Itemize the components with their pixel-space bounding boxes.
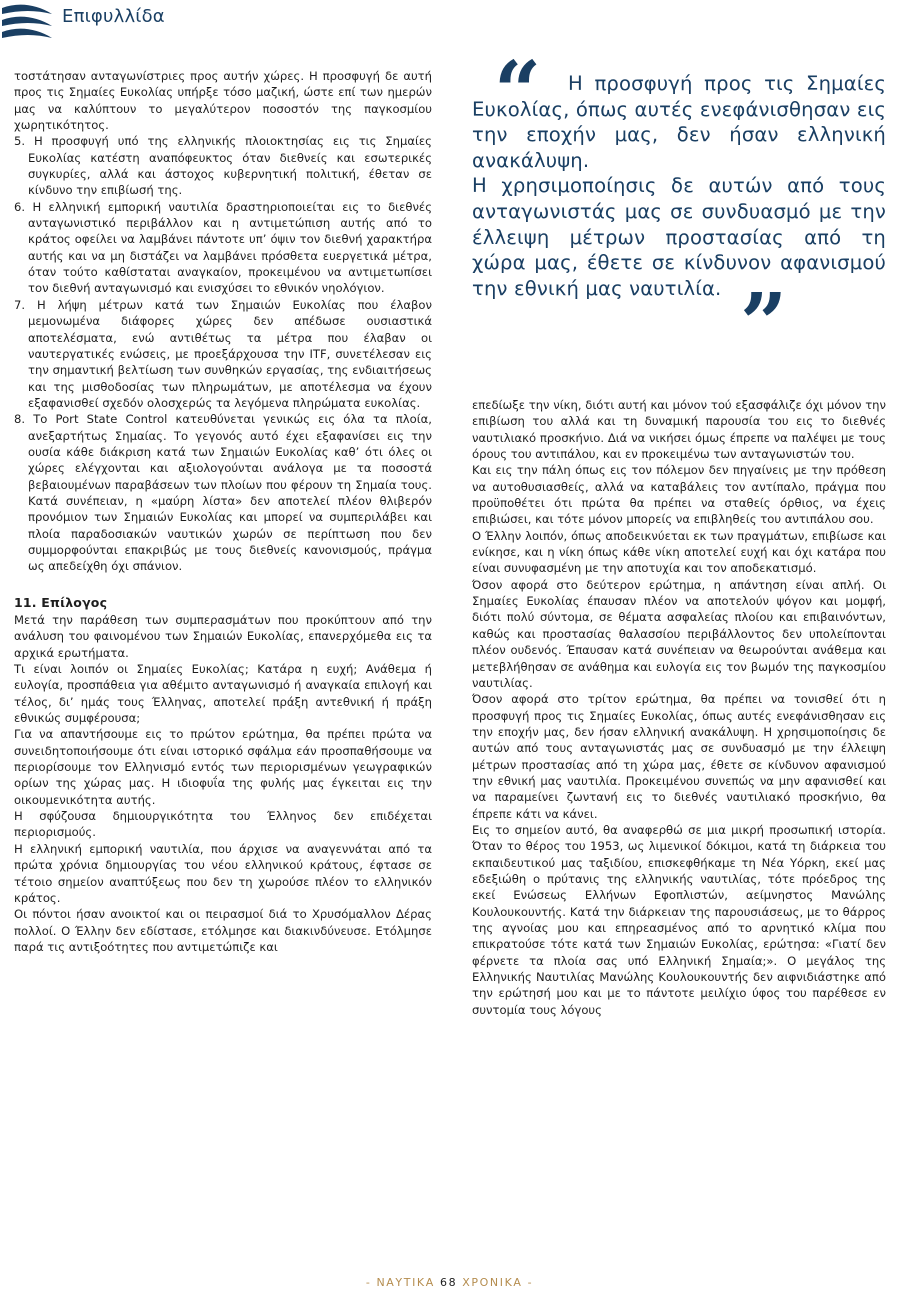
wave-swoosh-icon	[0, 0, 60, 50]
conclusion-item-7: 7. Η λήψη μέτρων κατά των Σημαιών Ευκολίας που έλαβον μεμονωμένα διάφορες χώρες δεν απέδωσε ουσιαστικά αποτελέσματα, ενώ αντιθέτως τα μέτρα που έλαβαν οι ναυτεργατικές ενώσεις, με προεξάρχουσα την ITF, συνετέλεσαν εις την σημαντική βελτίωση των συνθηκών εργασίας, της ενδιαιτήσεως και της μισθοδοσίας των πληρωμάτων, με αποτέλεσμα να έχουν εξαφανισθεί σχεδόν ολοσχερώς τα λεγόμενα πληρώματα ευκολίας.	[14, 297, 432, 410]
conclusion-item-8: 8. Το Port State Control κατευθύνεται γενικώς εις όλα τα πλοία, ανεξαρτήτως Σημαίας. Το γεγονός αυτό έχει εξαφανίσει εις την ουσία κάθε διάκριση κατά των Σημαιών Ευκολίας καθ’ ότι όλες οι χώρες ελέγχονται και αξιολογούνται ανάλογα με τα ποσοστά βεβαιουμένων παραβάσεων των πλοίων που φέρουν τη Σημαία τους. Κατά συνέπειαν, η «μαύρη λίστα» δεν αποτελεί πλέον θλιβερόν προνόμιον των Σημαιών Ευκολίας και μπορεί να συμπεριλάβει και πλοία παραδοσιακών ναυτικών χωρών σε περίπτωση που δεν συμμορφούνται επακριβώς με τους διεθνείς κανονισμούς, πράγμα ως απεδείχθη όχι σπάνιον.	[14, 412, 432, 574]
quote-open-mark: “	[494, 44, 542, 140]
epilogue-paragraph: Τι είναι λοιπόν οι Σημαίες Ευκολίας; Κατάρα η ευχή; Ανάθεμα ή ευλογία, προσπάθεια για αθέμιτο ανταγωνισμό ή αναγκαία επιλογή και τέλος, δι’ ημάς τους Έλληνας, αποτελεί πράξη αντεθνική ή πράξη εθνικώς συμφέρουσα;	[14, 662, 432, 726]
right-column	[472, 397, 886, 1018]
page-number: 68	[439, 1276, 458, 1289]
epilogue-paragraph: Μετά την παράθεση των συμπερασμάτων που προκύπτουν από την ανάλυση του φαινομένου των Σημαιών Ευκολίας, επανερχόμεθα εις τα αρχικά ερωτήματα.	[14, 613, 432, 660]
body-paragraph: Ο Έλλην λοιπόν, όπως αποδεικνύεται εκ των πραγμάτων, επιβίωσε και ενίκησε, και η νίκη όπως κάθε νίκη αποτελεί ευχή και όχι κατάρα που είναι συνυφασμένη με την αποτυχία και τον αποδεκατισμό.	[472, 528, 886, 576]
epilogue-heading: 11. Επίλογος	[14, 594, 108, 610]
footer-right: ΧΡΟΝΙΚΑ -	[462, 1276, 534, 1289]
epilogue-paragraph: Για να απαντήσουμε εις το πρώτον ερώτημα, θα πρέπει πρώτα να συνειδητοποιήσουμε ότι είναι ιστορικό σφάλμα εάν προσπαθήσουμε να περιορίσουμε τον Ελληνισμό εντός των περιορισμένων γεωγραφικών ορίων της χώρας μας. Η ιδιοφυΐα της φυλής μας έγκειται εις την οικουμενικότητα αυτής.	[14, 727, 432, 807]
left-intro: τοστάτησαν ανταγωνίστριες προς αυτήν χώρες. Η προσφυγή δε αυτή προς τις Σημαίες Ευκολίας υπήρξε τόσο μαζική, ώστε επί των ημερών μας να καλύπτουν το μεγαλύτερον ποσοστόν της παγκοσμίου χωρητικότητος.	[14, 69, 432, 133]
pull-quote	[472, 44, 890, 372]
pull-quote-line: Η προσφυγή προς τις Σημαίες Ευκολίας, όπως αυτές ενεφάνισθησαν εις την εποχήν μας, δεν ήσαν ελληνική ανακάλυψη.	[472, 72, 886, 172]
quote-close-mark: ”	[740, 276, 788, 372]
page-footer	[0, 1276, 899, 1289]
conclusion-item-6: 6. Η ελληνική εμπορική ναυτιλία δραστηριοποιείται εις το διεθνές ανταγωνιστικό περιβάλλον και η αντιμετώπιση αυτής από το κράτος οφείλει να λαμβάνει πάντοτε υπ’ όψιν τον διεθνή χαρακτήρα αυτής και να μη διστάζει να λαμβάνει πρόσθετα ευεργετικά μέτρα, όταν τούτο καθίσταται αναγκαίον, προκειμένου να αντιμετωπίσει τον διεθνή ανταγωνισμό και ενισχύσει το εθνικόν νηολόγιον.	[14, 199, 432, 296]
pull-quote-text	[472, 71, 886, 301]
epilogue-paragraph: Η ελληνική εμπορική ναυτιλία, που άρχισε να αναγεννάται από τα πρώτα χρόνια δημιουργίας του νέου ελληνικού κράτους, έφτασε σε τέτοιο σημείον αναπτύξεως που δεν τη χωρούσε πλέον το ελληνικόν κράτος.	[14, 841, 432, 905]
footer-left: - ΝΑΥΤΙΚΑ	[365, 1276, 435, 1289]
section-title: Επιφυλλίδα	[62, 6, 165, 27]
epilogue-paragraph: Η σφύζουσα δημιουργικότητα του Έλληνος δεν επιδέχεται περιορισμούς.	[14, 809, 432, 840]
epilogue-paragraph: Οι πόντοι ήσαν ανοικτοί και οι πειρασμοί διά το Χρυσόμαλλον Δέρας πολλοί. Ο Έλλην δεν εδίστασε, ετόλμησε και διακινδύνευσε. Ετόλμησε παρά τις αντιξοότητες που αντιμετώπιζε και	[14, 907, 432, 954]
body-paragraph: Και εις την πάλη όπως εις τον πόλεμον δεν πηγαίνεις με την πρόθεση να αυτοθυσιασθείς, αλλά να καταβάλεις τον αντίπαλο, πράγμα που προϋποθέτει ότι πρώτα θα πρέπει να σταθείς όρθιος, να έχεις επιβιώσει, και τότε μόνον μπορείς να επιβληθείς του αντιπάλου σου.	[472, 463, 886, 527]
body-paragraph: Όσον αφορά στο τρίτον ερώτημα, θα πρέπει να τονισθεί ότι η προσφυγή προς τις Σημαίες Ευκολίας, όπως αυτές ενεφάνισθησαν εις την εποχήν μας, δεν ήσαν ελληνική ανακάλυψη. Η χρησιμοποίησις δε αυτών από τους ανταγωνιστάς μας σε συνδυασμό με την έλλειψη μέτρων προστασίας από τη χώρα μας, έθετε σε κίνδυνον αφανισμού την εθνική μας ναυτιλία. Προκειμένου συνεπώς να μην αφανισθεί και να παραμείνει ζωντανή εις το διεθνές ναυτιλιακό προσκήνιο, θα έπρεπε κάτι να κάνει.	[472, 692, 886, 821]
conclusion-item-5: 5. Η προσφυγή υπό της ελληνικής πλοιοκτησίας εις τις Σημαίες Ευκολίας κατέστη αναπόφευκτος όταν διεθνείς και εσωτερικές συγκυρίες, αλλά και άστοχος κυβερνητική πολιτική, έθεταν σε κίνδυνο την επιβίωσή της.	[14, 134, 432, 198]
body-paragraph: επεδίωξε την νίκη, διότι αυτή και μόνον τού εξασφάλιζε όχι μόνον την επιβίωση του αλλά και τη δυναμική παρουσία του εις το διεθνές ναυτιλιακό προσκήνιο. Διά να νικήσει όμως έπρεπε να παλέψει με τους όρους του αντιπάλου, και εν προκειμένω των ανταγωνιστών του.	[472, 398, 886, 462]
page-header	[0, 0, 240, 56]
pull-quote-line: Η χρησιμοποίησις δε αυτών από τους ανταγωνιστάς μας σε συνδυασμό με την έλλειψη μέτρων προστασίας από τη χώρα μας, έθετε σε κίνδυνον αφανισμού την εθνική μας ναυτιλία.	[472, 174, 886, 300]
body-paragraph: Όσον αφορά στο δεύτερον ερώτημα, η απάντηση είναι απλή. Οι Σημαίες Ευκολίας έπαυσαν πλέον να αποτελούν ψόγον και μομφή, διότι πολύ σύντομα, σε θέματα ασφαλείας πλοίου και επιβαινόντων, καθώς και προστασίας θαλασσίου περιβάλλοντος δεν υπολείπονται πλέον ουδενός. Έπαυσαν κατά συνέπειαν να θεωρούνται ανάθεμα και μετεβλήθησαν σε ανάθημα και ευλογία εις τον βωμόν της παγκοσμίου ναυτιλίας.	[472, 577, 886, 690]
body-paragraph: Εις το σημείον αυτό, θα αναφερθώ σε μια μικρή προσωπική ιστορία. Όταν το θέρος του 1953, ως λιμενικοί δόκιμοι, κατά τη διάρκεια του εκπαιδευτικού μας ταξιδίου, επισκεφθήκαμε τη Νέα Υόρκη, εκεί μας εδεξιώθη ο πρύτανις της ελληνικής ναυτιλίας, τότε πρόεδρος της εκεί Ενώσεως Ελλήνων Εφοπλιστών, αείμνηστος Μανώλης Κουλουκουντής. Κατά την διάρκειαν της παρουσιάσεως, με το θάρρος της αγνοίας μου και επηρεασμένος από το αρνητικό κλίμα που επικρατούσε τότε κατά των Σημαιών Ευκολίας, ερώτησα: «Γιατί δεν φέρνετε τα πλοία σας υπό Ελληνική Σημαία;». Ο μεγάλος της Ελληνικής Ναυτιλίας Μανώλης Κουλουκουντής δεν αιφνιδιάστηκε από την ερώτησή μου και με το πάντοτε μειλίχιο ύφος του παρέθεσε εν συντομία τους λόγους	[472, 822, 886, 1017]
left-column	[14, 68, 432, 955]
